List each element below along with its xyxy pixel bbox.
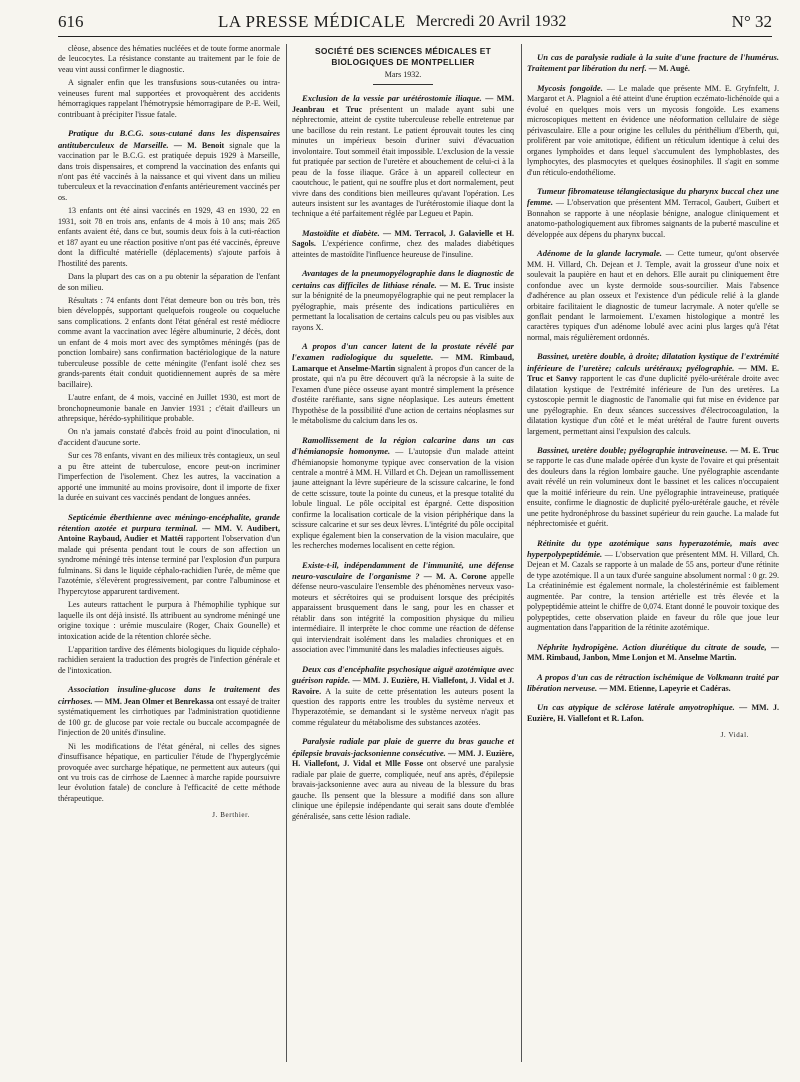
article-entry [292,664,514,729]
paragraph: 13 enfants ont été ainsi vaccinés en 1929, 43 en 1930, 22 en 1931, soit 78 en trois ans, enfants de 4 mois à 10 ans; mais 265 enfants avaient été, dans ce but, soumis deux fois à la cuti-réaction et 187 ayant eu une réaction positive n'ont pas été vaccinés, épreuve dont la difficulté matérielle (déplacements) s'ajoute parfois à l'hostilité des parents. [58,206,280,268]
article-authors: — MM. V. Audibert, Antoine Raybaud, Audier et Mattéi [58,524,280,544]
article-body: — Le malade que présente MM. E. Gryfnfeltt, J. Margarot et A. Plagniol a été atteint d'une éruption eczémato-lichénoïde qui a évolué en quelques mois vers un mycosis fongoïde. Les examens microscopiques mettent en évidence une néoformation cellulaire de siège périvasculaire. Elle a pour origine les cellules du périthélium d'Eberth, qui, prolifèrent par voie amitotique, édifient un réticulum identique à celui des organes lymphoïdes et dans lequel s'accumulent des lymphoblastes, des lymphocytes, des plasmocytes et quelques éosinophiles. Il s'agit en somme d'un réticulo-endothéliome. [527,83,779,177]
paragraph: Ni les modifications de l'état général, ni celles des signes d'insuffisance hépatique, en particulier l'étude de l'hyperglycémie provoquée avec surcharge hépatique, ne permettent aux auteurs (qui ont vu trois cas de cirrhose de Laennec à marche rapide poursuivre leur évolution fatale) de conclure à l'efficacité de cette méthode thérapeutique. [58,741,280,803]
article-authors: — MM. Etienne, Lapeyrie et Cadéras. [599,684,731,694]
article-body: signale que la vaccination par le B.C.G. est pratiquée depuis 1929 à Marseille, dans trois dispensaires, et comprend la vaccination des enfants qui n'ont pas été vaccinés à la naissance et qui vivent dans un milieu tuberculeux et la revaccination d'enfants antérieurement vaccinés per os. [58,140,280,202]
article-title: Adénome de la glande lacrymale. [537,248,662,259]
paragraph: A signaler enfin que les transfusions sous-cutanées ou intra-veineuses furent mal supportées et provoquèrent des accidents hémorragiques rappelant l'hémotrypsie hémorragipare de P.-E. Weil, contribuant à précipiter l'issue fatale. [58,78,280,119]
article-body: A la suite de cette présentation les auteurs posent la question des rapports entre les troubles du système nerveux et l'hyperazotémie, se demandant si le système nerveux n'agit pas comme régulateur du métabolisme des substances azotées. [292,686,514,727]
article-authors: — MM. Terracol, J. Galavielle et H. Sagols. [292,228,514,249]
article-entry [58,684,280,738]
article-title: A propos d'un cancer latent de la prostate révélé par l'examen radiologique du squelette. [292,340,514,363]
article-title: Bassinet, uretère double; pyélographie intraveineuse. [537,444,728,455]
article-title: Avantages de la pneumopyélographie dans le diagnostic de certains cas difficiles de lithiase rénale. [292,268,514,290]
article-entry [292,268,514,333]
article-authors: — MM. J. Euzière, H. Viallefont, J. Vidal et Mlle Fosse [292,748,514,769]
article-authors: — MM. Jean Olmer et Benrekassa [94,696,214,706]
article-title: Septicémie éberthienne avec méningo-encéphalite, grande rétention azotée et purpura terminal. [58,511,280,534]
article-body: ont essayé de traiter systématiquement les cirrhotiques par l'administration quotidienne de 100 gr. de glucose par voie rectale ou buccale accompagnée de l'injection de 20 unités d'insuline. [58,696,280,738]
article-authors: — MM. Rimbaud, Janbon, Mme Lonjon et M. Anselme Martin. [527,642,779,663]
article-title: Ramollissement de la région calcarine dans un cas d'hémianopsie homonyme. [292,434,514,457]
article-title: Association insuline-glucose dans le traitement des cirrhoses. [58,684,280,706]
article-entry [58,128,280,203]
article-title: Paralysie radiale par plaie de guerre du bras gauche et épilepsie bravais-jacksonienne consécutive. [292,736,514,758]
article-body: se rapporte le cas d'une malade opérée d'un kyste de l'ovaire et qui présentait des douleurs dans la région lombaire gauche. Une pyélographie ascendante avait révélé un rein volumineux dont le bassinet et les calices n'occupaient que la moitié inférieure du rein. Une pyélographie intraveineuse, pratiquée ensuite, confirme le diagnostic de duplicité pyélo-urétérale gauche, et révèle une petite hydronéphrose du bassinet supérieur du rein gauche. La malade fut néphrectomisée et guérit. [527,456,779,529]
paragraph: L'autre enfant, de 4 mois, vacciné en Juillet 1930, est mort de bronchopneumonie banale en Janvier 1931 ; c'était d'ailleurs un athrepsique, hérédo-syphilitique probable. [58,393,280,423]
article-body: appelle défense neuro-vasculaire l'ensemble des phénomènes nerveux vaso-moteurs et sécrétoires qui se produisent lorsque des précipités apparaissent brusquement dans le sang, pour les en chasser et rétablir dans son intégrité la composition physique du milieu intermédiaire. Il interprète le choc comme une réaction de défense qui interviendrait isolément dans les maladies chroniques et en association avec l'immunité dans les maladies infectieuses aiguës. [292,572,514,655]
column-divider [521,44,522,1062]
article-title: Un cas atypique de sclérose latérale amyotrophique. [537,702,735,713]
article-title: Rétinite du type azotémique sans hyperazotémie, mais avec hyperpolypeptidémie. [527,537,779,560]
paragraph: On n'a jamais constaté d'abcès froid au point d'inoculation, ni d'accident d'aucune sorte. [58,427,280,447]
article-entry [527,702,779,724]
article-entry [292,341,514,427]
article-entry [527,672,779,695]
article-entry [292,560,514,656]
column-2 [292,44,514,1062]
article-authors: — M. E. Truc [730,445,779,455]
column-1 [58,44,280,1062]
article-entry [527,52,779,75]
article-authors: — MM. J. Euzière, H. Viallefont et R. Lafon. [527,703,779,723]
paragraph: Sur ces 78 enfants, vivant en des milieux très contagieux, un seul a pu être atteint de tuberculose, encore peut-on incriminer l'imperfection de l'isolement. Chez les autres, la vaccination a apporté une immunité au moins provisoire, dont il importe de fixer la durée en suivant ces vaccinés pendant de longues années. [58,451,280,503]
article-authors: — M. Augé. [648,64,690,74]
article-entry [527,83,779,178]
paragraph: Dans la plupart des cas on a pu obtenir la séparation de l'enfant de son milieu. [58,272,280,292]
column-3 [527,44,779,1062]
article-title: Deux cas d'encéphalite psychosique aiguë azotémique avec guérison rapide. [292,663,514,686]
signature: J. Vidal. [720,731,749,740]
issue-date: Mercredi 20 Avril 1932 [416,13,567,30]
article-authors: — MM. E. Truc et Sanvy [527,363,779,384]
article-entry [527,445,779,530]
article-title: Un cas de paralysie radiale à la suite d'une fracture de l'humérus. Traitement par libération du nerf. [527,52,779,74]
journal-title: LA PRESSE MÉDICALE [218,12,406,31]
article-entry [292,435,514,552]
article-entry [292,93,514,219]
page-header [58,10,772,37]
article-title: Néphrite hydropigène. Action diurétique du citrate de soude, [537,641,767,652]
article-title: Mastoïdite et diabète. [302,227,380,238]
society-heading: SOCIÉTÉ DES SCIENCES MÉDICALES ET BIOLOGIQUES DE MONTPELLIER [314,46,492,67]
paragraph: Les auteurs rattachent le purpura à l'hémophilie typhique sur laquelle ils ont déjà insisté. Ils attribuent au syndrome méningé une origine toxique : urémie musculaire (Roger, Chaix Gounelle) et intoxication acide de la rétention chlorée sèche. [58,600,280,641]
column-2-body [292,93,514,822]
article-body: — Cette tumeur, qu'ont observée MM. H. Villard, Ch. Dejean et J. Temple, avait la grosseur d'une noix et soulevait la paupière en haut et en dehors. Elle aurait pu cliniquement être confondue avec un kyste dermoïde sous-sourcilier. Mais l'absence d'adhérence au plan osseux et l'existence d'un pédicule relié à la glande orbitaire facilitaient le diagnostic de tumeur lacrymale. A noter qu'elle se gonflait pendant le larmoiement. L'examen histologique a montré les caractères typiques d'un adénome lobulé avec acini plus larges qu'à l'état normal, mais régulièrement ordonnés. [527,249,779,342]
paragraph: clèose, absence des hématies nucléées et de toute forme anormale de leucocytes. La résistance constante au traitement par le foie de veau vint aussi confirmer le diagnostic. [58,44,280,74]
article-entry [527,248,779,343]
page-number: 616 [58,12,84,31]
article-body: — L'autopsie d'un malade atteint d'hémianopsie homonyme typique avec conservation de la vision centrale a montré à MM. H. Villard et Ch. Dejean un ramollissement jaune atteignant la lèvre supérieure de la scissure calcarine, le fond de cette scissure, toute la pointe du cuneus, et la presque totalité du lobule lingual. Le pôle occipital est épargné. Cette disposition confirme la localisation corticale de la vision périphérique dans la scissure calcarine et sur ses deux lèvres. L'intégrité du pôle occipital explique également bien la conservation de la vision maculaire, que les recherches modernes localisent en cette région. [292,447,514,551]
article-title: Existe-t-il, indépendamment de l'immunité, une défense neuro-vasculaire de l'organisme ? [292,559,514,582]
section-rule [373,84,433,85]
article-title: A propos d'un cas de rétraction ischémique de Volkmann traité par libération nerveuse. [527,671,779,694]
article-entry [527,186,779,240]
issue-number: N° 32 [731,12,772,31]
article-entry [292,228,514,260]
session-date: Mars 1932. [384,70,422,79]
article-body: présentent un malade ayant subi une néphrectomie, atteint de cystite tuberculeuse rebelle entretenue par une bacillose du rein restant. Le patient éprouvait toutes les cinq minutes un impérieux besoin d'uriner suivi d'évacuation involontaire. Tout sommeil était impossible. L'exclusion de la vessie fut pratiquée par section de l'uretère et abouchement de celui-ci à la peau de la fosse iliaque. Grâce à un appareil collecteur en caoutchouc, le patient, qui ne souffre plus et dort normalement, peut vivre dans des conditions bien meilleures qu'avant l'opération. Les auteurs insistent sur les avantages de l'urétérostomie iliaque dont la technique a été parfaitement réglée par Legueu et Papin. [292,104,514,219]
article-authors: — MM. Jeanbrau et Truc [292,94,514,114]
article-title: Bassinet, uretère double, à droite; dilatation kystique de l'extrémité inférieure de l'uretère; calculs urétéraux; pyélographie. [527,351,779,373]
paragraph: Résultats : 74 enfants dont l'état demeure bon ou très bon, très bien développés, supportant quelquefois rougeole ou coqueluche sans complications. 2 enfants dont l'état général est resté médiocre comme avant la vaccination avec légère albuminurie, 2 décès, dont un enfant de 4 mois mort avec des symptômes méningés (pas de ponction lombaire) sans confirmation bactériologique de la nature tuberculeuse possible de cette méningite (l'enfant isolé chez ses grands-parents était conduit quotidiennement auprès de sa mère bacillaire). [58,295,280,389]
signature: J. Berthier. [212,811,250,820]
column-divider [286,44,287,1062]
article-authors: — MM. Rimbaud, Lamarque et Anselme-Martin [292,353,514,373]
article-entry [292,736,514,822]
article-entry [527,351,779,437]
article-title: Exclusion de la vessie par urétérostomie iliaque. [302,93,482,104]
article-authors: — M. E. Truc [439,280,491,290]
article-entry [58,512,280,598]
article-body: — L'observation que présentent MM. H. Villard, Ch. Dejean et M. Cazals se rapporte à un malade de 55 ans, porteur d'une rétinite de type azotémique. Il a un taux d'urée sanguine absolument normal : 0 gr. 29. La créatininémie est également normale, la cholestérinémie est faiblement augmentée. Par contre, la tension artérielle est très élevée et la polypeptidémie atteint le chiffre de 0,074. Etant donné le pouvoir toxique des polypeptides, cette observation plaide en faveur du rôle que joue leur augmentation dans l'apparition de la rétinite azotémique. [527,550,779,633]
article-title: Mycosis fongoïde. [537,82,603,93]
article-body: — L'observation que présentent MM. Terracol, Gaubert, Guibert et Bonnahon se rapporte à une néoplasie bénigne, analogue cliniquement et anatomo-pathologiquement aux fibromes saignants de la puberté masculine et développée aux dépens du pharynx buccal. [527,198,779,239]
article-authors: — M. A. Corone [423,572,487,582]
article-entry [527,642,779,664]
article-body: rapportent le cas d'une duplicité pyélo-urétérale droite avec dilatation kystique de l'extrémité inférieure de l'un des uretères. La cystoscopie permit le diagnostic de l'anomalie qui fut mise en évidence par une pyélographie. En deux séances successives d'électrocoagulation, la dilatation kystique d'un côté et le méat urétéral de l'autre furent ouverts largement, permettant ainsi l'expulsion des calculs. [527,374,779,436]
article-body: ont observé une paralysie radiale par plaie de guerre, compliquée, neuf ans après, d'épilepsie bravais-jacksonienne avec aura au niveau de la blessure du bras gauche. Ils pensent que la blessure a modifié dans son allure clinique une épilepsie indépendante qui serait sans doute d'emblée généralisée, sans cette lésion radiale. [292,759,514,821]
article-body: insiste sur la bénignité de la pneumopyélographie qui ne peut remplacer la pyélographie, mais présente des indications particulières en permettant la localisation de certains calculs peu ou pas visibles aux rayons X. [292,280,514,332]
article-authors: — MM. J. Euzière, H. Viallefont, J. Vidal et J. Ravoire. [292,676,514,696]
article-authors: — M. Benoit [173,140,225,150]
article-body: signalent à propos d'un cancer de la prostate, qui n'a pu être découvert qu'à la nécropsie à la suite de l'examen d'une pièce osseuse ayant montré simplement la présence d'ostéite raréfiante, sans signe néoplasique. Les auteurs émettent l'hypothèse de la possibilité d'une action de certains néoplasmes sur le métabolisme du calcium dans les os. [292,363,514,426]
article-entry [527,538,779,634]
article-body: L'expérience confirme, chez des malades diabétiques atteintes de mastoïdite l'influence heureuse de l'insuline. [292,239,514,259]
article-title: Pratique du B.C.G. sous-cutané dans les dispensaires antituberculeux de Marseille. [58,128,280,150]
article-title: Tumeur fibromateuse télangiectasique du pharynx buccal chez une femme. [527,185,779,208]
paragraph: L'apparition tardive des éléments biologiques du liquide céphalo-rachidien seraient la traduction des progrès de l'infection générale et de l'intoxication. [58,645,280,675]
article-body: rapportent l'observation d'un malade qui présenta pendant tout le cours de son affection un syndrome méningé très intense terminé par l'explosion d'un purpura fulminans. Si dans le liquide céphalo-rachidien l'urée, de même que l'azotémie, s'élevèrent progressivement, par contre l'albuminose et l'hypercytose apparurent tardivement. [58,534,280,596]
